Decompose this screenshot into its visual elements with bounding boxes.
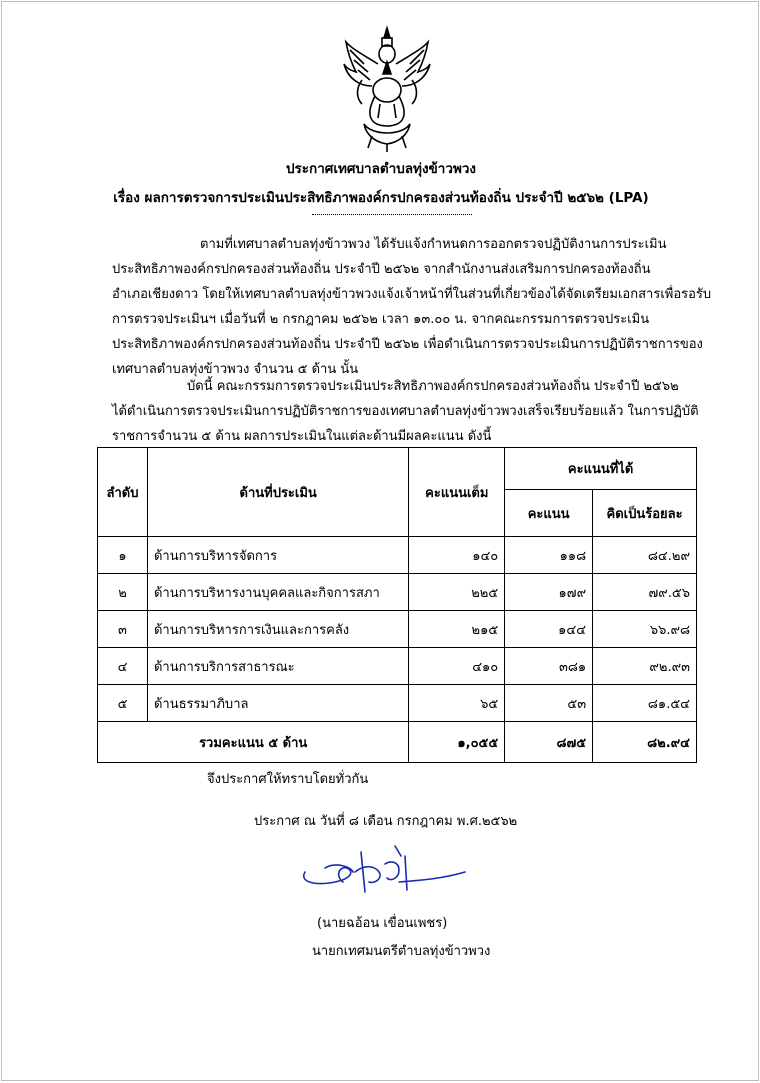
paragraph-2-line: บัดนี้ คณะกรรมการตรวจประเมินประสิทธิภาพองค์กรปกครองส่วนท้องถิ่น ประจำปี ๒๕๖๒ (187, 379, 679, 394)
paragraph-1-line: ประสิทธิภาพองค์กรปกครองส่วนท้องถิ่น ประจำปี ๒๕๖๒ เพื่อดำเนินการตรวจประเมินการปฏิบัติราชการของ (112, 337, 703, 352)
header-score: คะแนน (505, 490, 593, 537)
table-row (98, 611, 697, 648)
row-no: ๓ (98, 611, 148, 648)
signer-position: นายกเทศมนตรีตำบลทุ่งข้าวพวง (312, 944, 491, 959)
row-percent: ๘๑.๕๔ (593, 685, 697, 722)
row-percent: ๘๔.๒๙ (593, 537, 697, 574)
total-percent: ๘๒.๙๔ (593, 722, 697, 763)
paragraph-1-line: ประสิทธิภาพองค์กรปกครองส่วนท้องถิ่น ประจำปี ๒๕๖๒ จากสำนักงานส่งเสริมการปกครองท้องถิ่น (112, 262, 651, 277)
total-full: ๑,๐๕๕ (409, 722, 505, 763)
row-full: ๖๕ (409, 685, 505, 722)
paragraph-2-line: ได้ดำเนินการตรวจประเมินการปฏิบัติราชการของเทศบาลตำบลทุ่งข้าวพวงเสร็จเรียบร้อยแล้ว ในการปฏิบัติ (112, 404, 699, 419)
row-full: ๑๔๐ (409, 537, 505, 574)
header-order: ลำดับ (98, 448, 148, 537)
document-page (1, 1, 759, 1081)
table-row (98, 685, 697, 722)
total-score: ๘๗๕ (505, 722, 593, 763)
row-percent: ๙๒.๙๓ (593, 648, 697, 685)
paragraph-1 (112, 232, 712, 382)
row-no: ๒ (98, 574, 148, 611)
score-table (97, 447, 697, 763)
header-percent: คิดเป็นร้อยละ (593, 490, 697, 537)
closing-text: จึงประกาศให้ทราบโดยทั่วกัน (207, 772, 369, 787)
table-row (98, 574, 697, 611)
row-percent: ๖๖.๙๘ (593, 611, 697, 648)
announcement-title: ประกาศเทศบาลตำบลทุ่งข้าวพวง (285, 161, 477, 177)
row-aspect: ด้านการบริหารจัดการ (147, 537, 408, 574)
row-score: ๑๑๘ (505, 537, 593, 574)
signer-name: (นายฉอ้อน เขื่อนเพชร) (317, 916, 448, 931)
row-no: ๕ (98, 685, 148, 722)
paragraph-1-line: อำเภอเชียงดาว โดยให้เทศบาลตำบลทุ่งข้าวพวงแจ้งเจ้าหน้าที่ในส่วนที่เกี่ยวข้องได้จัดเตรียมเอกสารเพื่อรอรับ (112, 287, 712, 302)
header-obtained: คะแนนที่ได้ (505, 448, 697, 490)
paragraph-1-line: เทศบาลตำบลทุ่งข้าวพวง จำนวน ๕ ด้าน นั้น (112, 362, 359, 377)
table-row (98, 537, 697, 574)
total-row (98, 722, 697, 763)
row-aspect: ด้านธรรมาภิบาล (147, 685, 408, 722)
date-line: ประกาศ ณ วันที่ ๘ เดือน กรกฎาคม พ.ศ.๒๕๖๒ (254, 814, 518, 829)
paragraph-1-line: ตามที่เทศบาลตำบลทุ่งข้าวพวง ได้รับแจ้งกำหนดการออกตรวจปฏิบัติงานการประเมิน (200, 237, 667, 252)
row-aspect: ด้านการบริหารการเงินและการคลัง (147, 611, 408, 648)
row-aspect: ด้านการบริหารงานบุคคลและกิจการสภา (147, 574, 408, 611)
total-label: รวมคะแนน ๕ ด้าน (98, 722, 409, 763)
row-no: ๑ (98, 537, 148, 574)
announcement-subject: เรื่อง ผลการตรวจการประเมินประสิทธิภาพองค์กรปกครองส่วนท้องถิ่น ประจำปี ๒๕๖๒ (LPA) (113, 190, 649, 206)
row-score: ๓๘๑ (505, 648, 593, 685)
row-no: ๔ (98, 648, 148, 685)
handwritten-signature-icon (295, 842, 475, 902)
paragraph-2 (112, 374, 702, 449)
row-percent: ๗๙.๕๖ (593, 574, 697, 611)
garuda-emblem-icon (342, 24, 432, 154)
paragraph-2-line: ราชการจำนวน ๕ ด้าน ผลการประเมินในแต่ละด้านมีผลคะแนน ดังนี้ (112, 429, 492, 444)
row-score: ๑๗๙ (505, 574, 593, 611)
row-full: ๒๑๕ (409, 611, 505, 648)
row-aspect: ด้านการบริการสาธารณะ (147, 648, 408, 685)
table-row (98, 648, 697, 685)
header-aspect: ด้านที่ประเมิน (147, 448, 408, 537)
header-full-score: คะแนนเต็ม (409, 448, 505, 537)
row-full: ๒๒๕ (409, 574, 505, 611)
row-full: ๔๑๐ (409, 648, 505, 685)
dotted-divider (312, 208, 472, 215)
row-score: ๕๓ (505, 685, 593, 722)
paragraph-1-line: การตรวจประเมินฯ เมื่อวันที่ ๒ กรกฎาคม ๒๕๖๒ เวลา ๑๓.๐๐ น. จากคณะกรรมการตรวจประเมิน (112, 312, 650, 327)
row-score: ๑๔๔ (505, 611, 593, 648)
